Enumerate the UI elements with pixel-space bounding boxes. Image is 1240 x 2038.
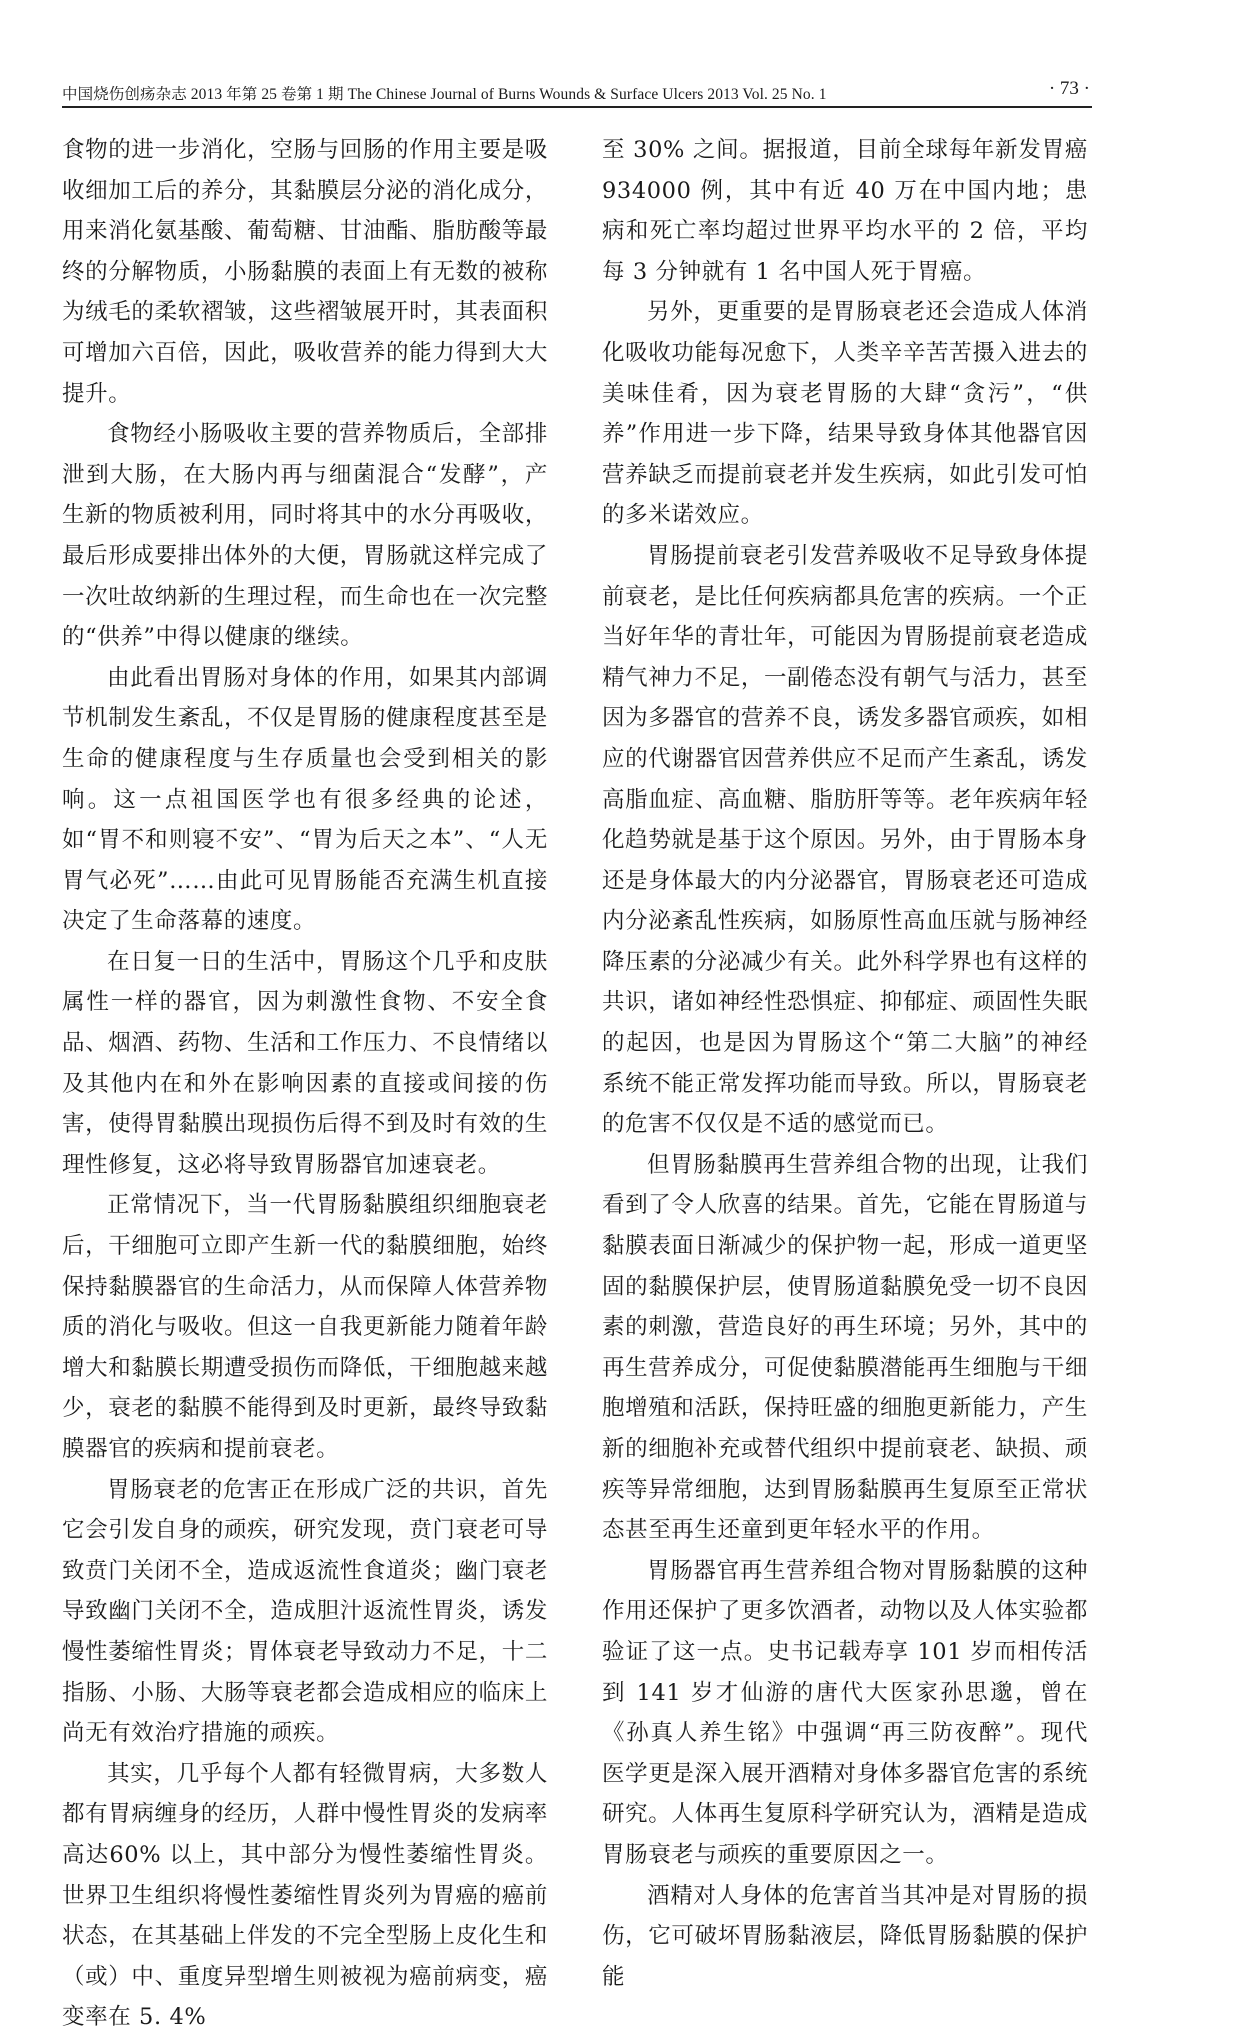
journal-running-title: 中国烧伤创疡杂志 2013 年第 25 卷第 1 期 The Chinese Journal of Burns Wounds & Surface Ulcers 2013 Vol. 25 No. 1 xyxy=(62,86,827,103)
paragraph: 食物经小肠吸收主要的营养物质后，全部排泄到大肠，在大肠内再与细菌混合“发酵”，产生新的物质被利用，同时将其中的水分再吸收，最后形成要排出体外的大便，胃肠就这样完成了一次吐故纳新的生理过程，而生命也在一次完整的“供养”中得以健康的继续。 xyxy=(62,421,548,651)
paragraph: 胃肠提前衰老引发营养吸收不足导致身体提前衰老，是比任何疾病都具危害的疾病。一个正当好年华的青壮年，可能因为胃肠提前衰老造成精气神力不足，一副倦态没有朝气与活力，甚至因为多器官的营养不良，诱发多器官顽疾，如相应的代谢器官因营养供应不足而产生紊乱，诱发高脂血症、高血糖、脂肪肝等等。老年疾病年轻化趋势就是基于这个原因。另外，由于胃肠本身还是身体最大的内分泌器官，胃肠衰老还可造成内分泌紊乱性疾病，如肠原性高血压就与肠神经降压素的分泌减少有关。此外科学界也有这样的共识，诸如神经性恐惧症、抑郁症、顽固性失眠的起因，也是因为胃肠这个“第二大脑”的神经系统不能正常发挥功能而导致。所以，胃肠衰老的危害不仅仅是不适的感觉而已。 xyxy=(602,542,1088,1138)
left-column xyxy=(62,130,548,2031)
paragraph: 但胃肠黏膜再生营养组合物的出现，让我们看到了令人欣喜的结果。首先，它能在胃肠道与黏膜表面日渐减少的保护物一起，形成一道更坚固的黏膜保护层，使胃肠道黏膜免受一切不良因素的刺激，营造良好的再生环境；另外，其中的再生营养成分，可促使黏膜潜能再生细胞与干细胞增殖和活跃，保持旺盛的细胞更新能力，产生新的细胞补充或替代组织中提前衰老、缺损、顽疾等异常细胞，达到胃肠黏膜再生复原至正常状态甚至再生还童到更年轻水平的作用。 xyxy=(602,1151,1088,1544)
paragraph: 胃肠器官再生营养组合物对胃肠黏膜的这种作用还保护了更多饮酒者，动物以及人体实验都验证了这一点。史书记载寿享 101 岁而相传活到 141 岁才仙游的唐代大医家孙思邈，曾在《孙真人养生铭》中强调“再三防夜醉”。现代医学更是深入展开酒精对身体多器官危害的系统研究。人体再生复原科学研究认为，酒精是造成胃肠衰老与顽疾的重要原因之一。 xyxy=(602,1557,1088,1868)
running-header xyxy=(62,80,1092,108)
paragraph: 酒精对人身体的危害首当其冲是对胃肠的损伤，它可破坏胃肠黏液层，降低胃肠黏膜的保护能 xyxy=(602,1882,1088,1990)
paragraph: 胃肠衰老的危害正在形成广泛的共识，首先它会引发自身的顽疾，研究发现，贲门衰老可导致贲门关闭不全，造成返流性食道炎；幽门衰老导致幽门关闭不全，造成胆汁返流性胃炎，诱发慢性萎缩性胃炎；胃体衰老导致动力不足，十二指肠、小肠、大肠等衰老都会造成相应的临床上尚无有效治疗措施的顽疾。 xyxy=(62,1476,548,1747)
paragraph: 其实，几乎每个人都有轻微胃病，大多数人都有胃病缠身的经历，人群中慢性胃炎的发病率高达60% 以上，其中部分为慢性萎缩性胃炎。世界卫生组织将慢性萎缩性胃炎列为胃癌的癌前状态，在其基础上伴发的不完全型肠上皮化生和（或）中、重度异型增生则被视为癌前病变，癌变率在 5. 4% xyxy=(62,1760,548,2031)
paragraph: 由此看出胃肠对身体的作用，如果其内部调节机制发生紊乱，不仅是胃肠的健康程度甚至是生命的健康程度与生存质量也会受到相关的影响。这一点祖国医学也有很多经典的论述，如“胃不和则寝不安”、“胃为后天之本”、“人无胃气必死”……由此可见胃肠能否充满生机直接决定了生命落幕的速度。 xyxy=(62,664,548,935)
paragraph: 在日复一日的生活中，胃肠这个几乎和皮肤属性一样的器官，因为刺激性食物、不安全食品、烟酒、药物、生活和工作压力、不良情绪以及其他内在和外在影响因素的直接或间接的伤害，使得胃黏膜出现损伤后得不到及时有效的生理性修复，这必将导致胃肠器官加速衰老。 xyxy=(62,948,548,1178)
paragraph: 正常情况下，当一代胃肠黏膜组织细胞衰老后，干细胞可立即产生新一代的黏膜细胞，始终保持黏膜器官的生命活力，从而保障人体营养物质的消化与吸收。但这一自我更新能力随着年龄增大和黏膜长期遭受损伤而降低，干细胞越来越少，衰老的黏膜不能得到及时更新，最终导致黏膜器官的疾病和提前衰老。 xyxy=(62,1192,548,1462)
right-column xyxy=(602,130,1088,1990)
page-number: · 73 · xyxy=(1048,78,1090,99)
paragraph: 食物的进一步消化，空肠与回肠的作用主要是吸收细加工后的养分，其黏膜层分泌的消化成分，用来消化氨基酸、葡萄糖、甘油酯、脂肪酸等最终的分解物质，小肠黏膜的表面上有无数的被称为绒毛的柔软褶皱，这些褶皱展开时，其表面积可增加六百倍，因此，吸收营养的能力得到大大提升。 xyxy=(62,137,548,407)
paragraph: 另外，更重要的是胃肠衰老还会造成人体消化吸收功能每况愈下，人类辛辛苦苦摄入进去的美味佳肴，因为衰老胃肠的大肆“贪污”，“供养”作用进一步下降，结果导致身体其他器官因营养缺乏而提前衰老并发生疾病，如此引发可怕的多米诺效应。 xyxy=(602,299,1088,529)
paragraph: 至 30% 之间。据报道，目前全球每年新发胃癌 934000 例，其中有近 40 万在中国内地；患病和死亡率均超过世界平均水平的 2 倍，平均每 3 分钟就有 1 名中国人死于胃癌。 xyxy=(602,137,1088,285)
